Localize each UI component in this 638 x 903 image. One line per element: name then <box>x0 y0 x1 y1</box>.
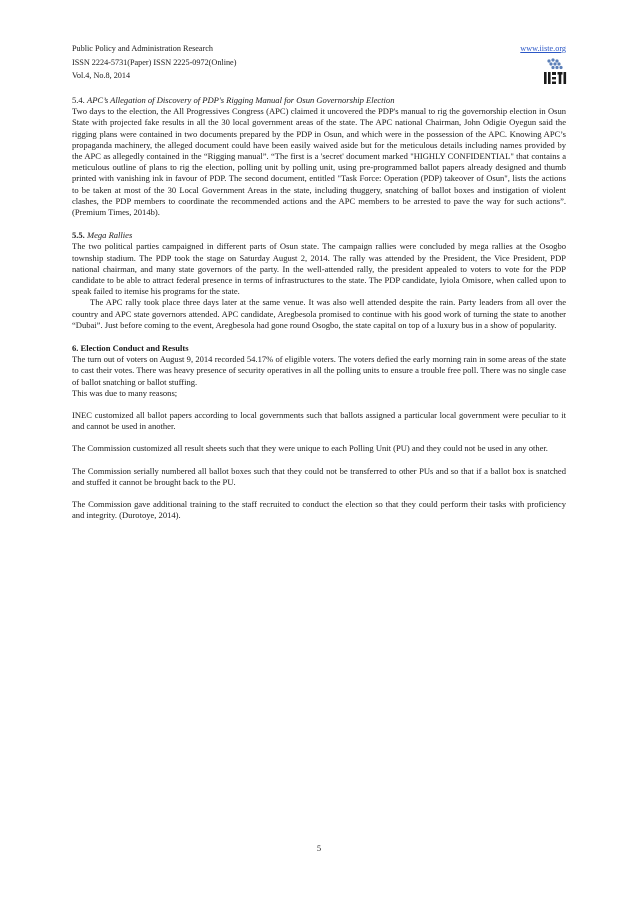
iiste-logo <box>540 58 568 86</box>
issn-line: ISSN 2224-5731(Paper) ISSN 2225-0972(Online) <box>72 57 237 67</box>
section-5-4-number: 5.4. <box>72 95 85 105</box>
journal-url-link[interactable]: www.iiste.org <box>520 44 566 53</box>
paragraph: The turn out of voters on August 9, 2014 recorded 54.17% of eligible voters. The voters defied the early morning rain in some areas of the state to cast their votes. There was heavy presence of security operatives in all the polling units to ensure a trouble free poll. There was no single case of ballot snatching or ballot stuffing. <box>72 354 566 387</box>
paragraph: The two political parties campaigned in different parts of Osun state. The campaign rallies were concluded by mega rallies at the Osogbo township stadium. The PDP took the stage on Saturday August 2, 2014. The rally was attended by the President, the Vice President, PDP national chairman, and many state governors of the party. In the well-attended rally, the president appealed to voters to vote for the PDP candidate to be able to attract federal presence in terms of infrastructures to the state. The PDP candidate, Iyiola Omisore, when called upon to speak failed to itemise his programs for the state. <box>72 241 566 297</box>
paragraph: The Commission customized all result sheets such that they were unique to each Polling Unit (PU) and they could not be used in any other. <box>72 443 548 454</box>
section-5-5-title <box>72 230 566 241</box>
paragraph: Two days to the election, the All Progressives Congress (APC) claimed it uncovered the PDP's manual to rig the governorship election in Osun State with projected fake results in all the 30 local government areas of the state. The APC national Chairman, John Odigie Oyegun said the rigging plans were contained in two documents prepared by the PDP in Osun, and which were in the possession of the APC. Knowing APC’s propaganda machinery, the alleged document could have been easily waived aside but for the meticulous details including names provided by the APC as allegedly contained in the “Rigging manual”. “The first is a 'secret' document marked "HIGHLY CONFIDENTIAL" that contains a meticulous outline of plans to rig the election, polling unit by polling unit, using pre-programmed ballot papers already designed and thumb printed with vanishing ink in favour of PDP. The second document, entitled "Task Force: Operation (PDP) takeover of Osun", lists the actions to be taken at most of the 30 Local Government Areas in the state, including thuggery, snatching of ballot boxes and instigation of violent clashes, the PDP members to coordinate the recommended actions and the APC members to be arrested to pave the way for such actions”. (Premium Times, 2014b). <box>72 106 566 218</box>
section-6-heading: 6. Election Conduct and Results <box>72 343 189 354</box>
paragraph: The Commission gave additional training to the staff recruited to conduct the election so that they could perform their tasks with proficiency and integrity. (Durotoye, 2014). <box>72 499 566 521</box>
paragraph: The APC rally took place three days later at the same venue. It was also well attended despite the rain. Party leaders from all over the country and APC state governors attended. APC candidate, Aregbesola promised to continue with his good work of turning the state to another “Dubai”. Just before coming to the event, Aregbesola had gone round Osogbo, the state capital on top of a luxury bus in a show of popularity. <box>72 297 566 330</box>
page-header <box>72 42 566 83</box>
paragraph: The Commission serially numbered all ballot boxes such that they could not be transferred to other PUs and so that if a ballot box is snatched and stuffed it cannot be brought back to the PU. <box>72 465 566 487</box>
paragraph: INEC customized all ballot papers according to local governments such that ballots assigned a particular local government were peculiar to it and cannot be used in another. <box>72 410 566 432</box>
section-5-5-number: 5.5. <box>72 230 85 241</box>
page-number: 5 <box>316 843 322 853</box>
article-body <box>72 95 566 522</box>
volume-line: Vol.4, No.8, 2014 <box>72 71 131 80</box>
journal-name: Public Policy and Administration Research <box>72 44 213 53</box>
section-5-4-title <box>72 95 566 106</box>
paragraph: This was due to many reasons; <box>72 387 178 398</box>
section-6-title <box>72 343 566 354</box>
section-5-4-heading: APC’s Allegation of Discovery of PDP's Rigging Manual for Osun Governorship Election <box>86 95 395 105</box>
section-5-5-heading: Mega Rallies <box>86 230 133 241</box>
